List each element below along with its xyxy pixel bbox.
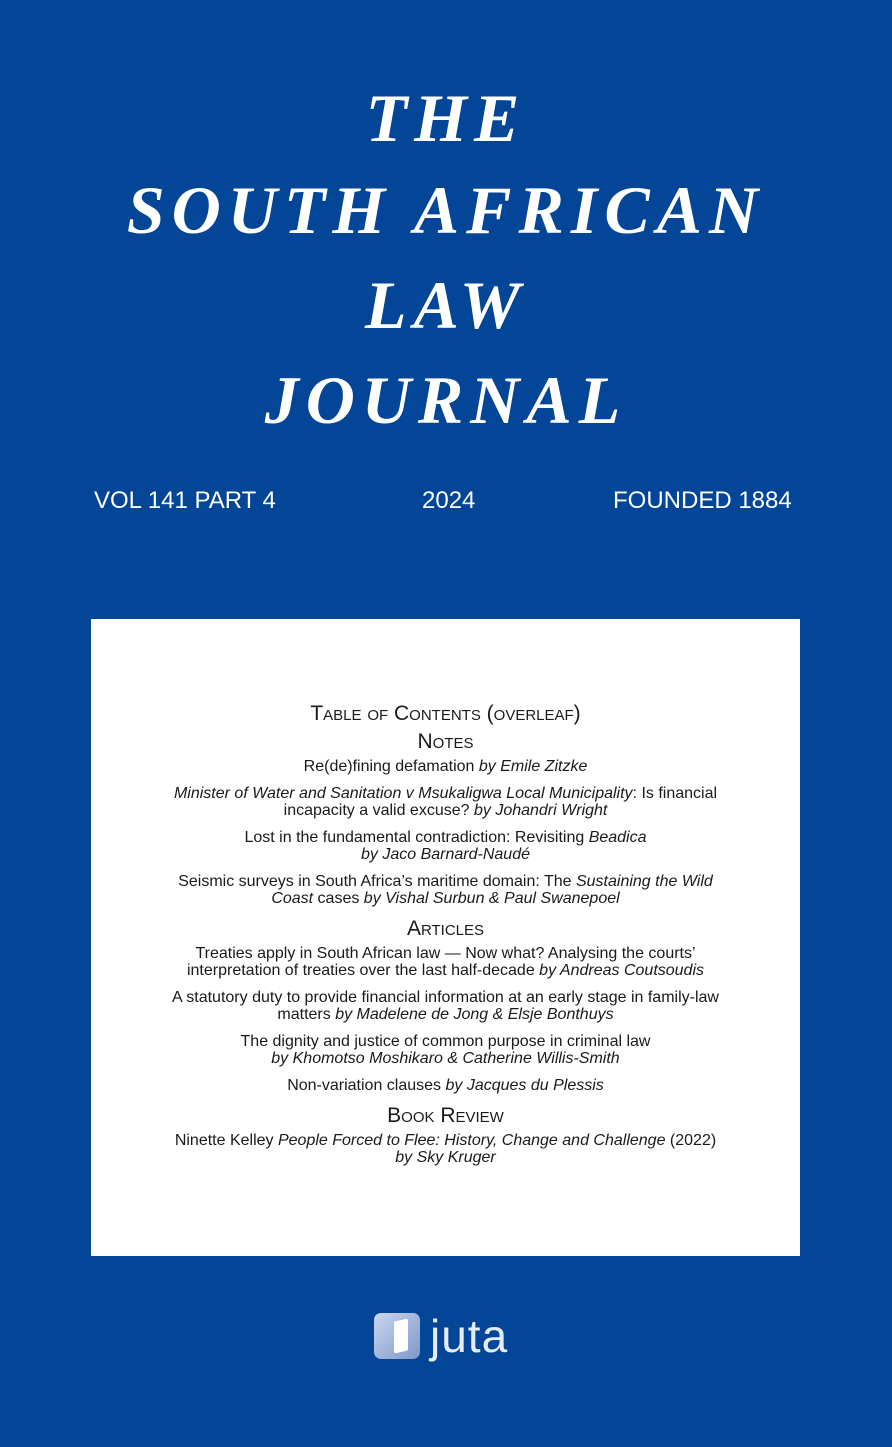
toc-entry-note: Seismic surveys in South Africa’s maritime domain: The Sustaining the Wild Coast cases by Vishal Surbun & Paul Swanepoel: [178, 873, 713, 907]
articles-heading: Articles: [406, 917, 485, 940]
founded-label: FOUNDED 1884: [613, 487, 792, 514]
toc-entry-note: Re(de)fining defamation by Emile Zitzke: [303, 758, 588, 775]
table-of-contents-panel: [91, 619, 800, 1256]
title-line-the: THE: [365, 80, 527, 156]
toc-entry-review: Ninette Kelley People Forced to Flee: History, Change and Challenge (2022) by Sky Kruger: [174, 1132, 717, 1166]
toc-entry-note: Lost in the fundamental contradiction: Revisiting Beadica by Jaco Barnard-Naudé: [244, 829, 647, 863]
toc-entry-article: The dignity and justice of common purpose in criminal law by Khomotso Moshikaro & Catherine Willis-Smith: [240, 1033, 651, 1067]
toc-heading: Table of Contents (overleaf): [310, 702, 581, 725]
title-line-south-african: SOUTH AFRICAN: [126, 172, 766, 248]
toc-entry-article: Treaties apply in South African law — Now what? Analysing the courts’ interpretation of treaties over the last half-decade by Andreas Coutsoudis: [186, 945, 705, 979]
toc-entry-note: Minister of Water and Sanitation v Msukaligwa Local Municipality: Is financial incapacity a valid excuse? by Johandri Wright: [173, 785, 718, 819]
notes-heading: Notes: [417, 730, 474, 753]
book-review-heading: Book Review: [387, 1104, 504, 1127]
year-label: 2024: [422, 487, 476, 514]
juta-logo-icon: [374, 1313, 420, 1359]
title-line-law: LAW: [364, 267, 528, 343]
toc-entry-article: Non-variation clauses by Jacques du Plessis: [287, 1077, 604, 1094]
toc-entry-article: A statutory duty to provide financial information at an early stage in family-law matters by Madelene de Jong & Elsje Bonthuys: [172, 989, 719, 1023]
title-line-journal: JOURNAL: [264, 362, 628, 438]
publisher-name: juta: [430, 1310, 509, 1362]
publisher-logo: [374, 1312, 508, 1360]
volume-label: VOL 141 PART 4: [94, 487, 276, 514]
